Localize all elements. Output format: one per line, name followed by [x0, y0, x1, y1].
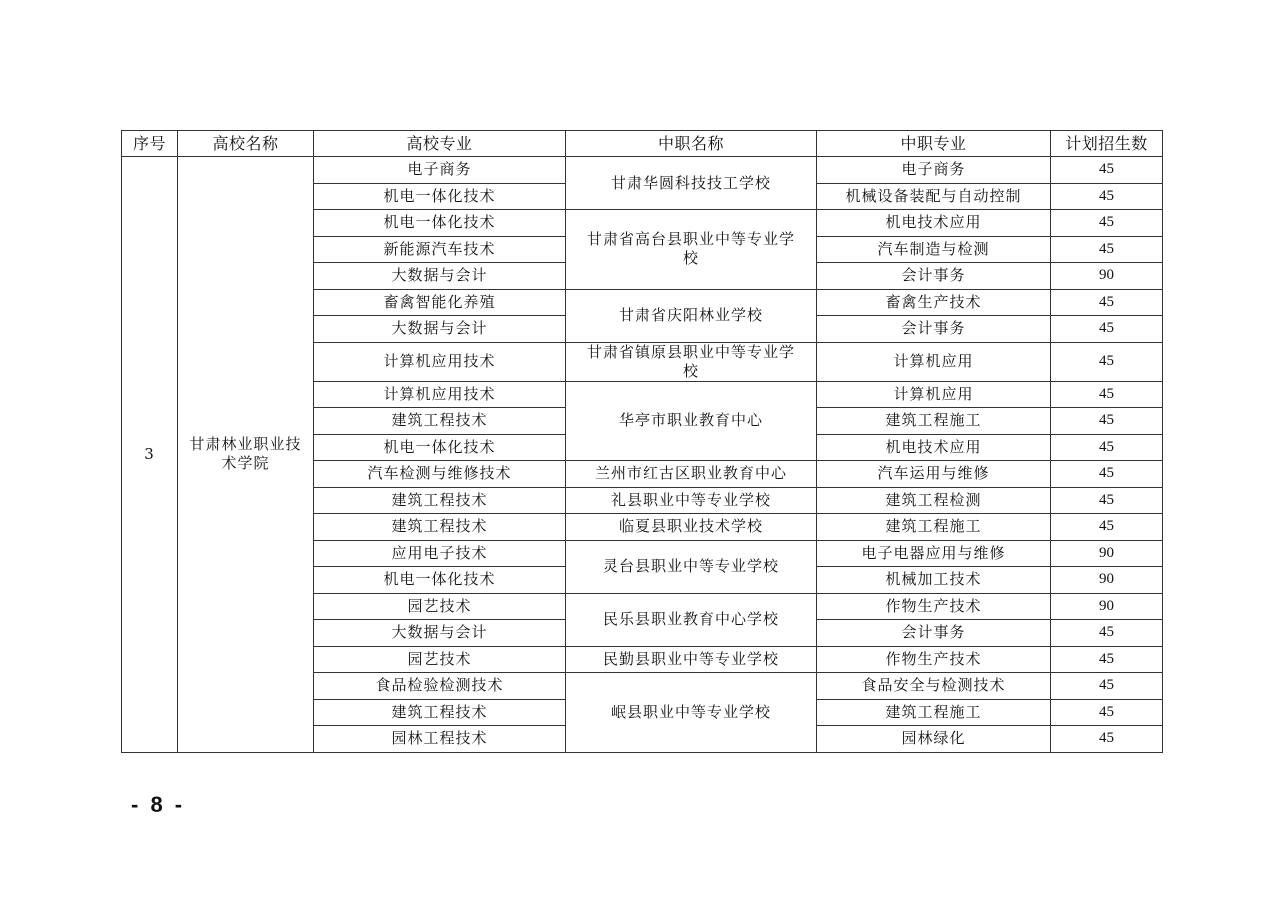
- serial-cell: 3: [122, 157, 178, 753]
- enrollment-plan-table: [121, 130, 1163, 753]
- planned-enrollment-cell: 45: [1051, 461, 1163, 488]
- vocational-major-cell: 计算机应用: [817, 381, 1051, 408]
- college-major-cell: 建筑工程技术: [314, 487, 566, 514]
- vocational-major-cell: 建筑工程施工: [817, 699, 1051, 726]
- planned-enrollment-cell: 45: [1051, 381, 1163, 408]
- vocational-school-cell: 灵台县职业中等专业学校: [566, 540, 817, 593]
- planned-enrollment-cell: 45: [1051, 434, 1163, 461]
- vocational-major-cell: 计算机应用: [817, 342, 1051, 381]
- vocational-school-cell: 民乐县职业教育中心学校: [566, 593, 817, 646]
- college-major-cell: 计算机应用技术: [314, 342, 566, 381]
- planned-enrollment-cell: 90: [1051, 593, 1163, 620]
- page-number: - 8 -: [131, 792, 186, 817]
- college-major-cell: 建筑工程技术: [314, 699, 566, 726]
- planned-enrollment-cell: 45: [1051, 183, 1163, 210]
- planned-enrollment-cell: 45: [1051, 210, 1163, 237]
- vocational-school-cell: 礼县职业中等专业学校: [566, 487, 817, 514]
- planned-enrollment-cell: 45: [1051, 699, 1163, 726]
- planned-enrollment-cell: 45: [1051, 487, 1163, 514]
- college-major-cell: 电子商务: [314, 157, 566, 184]
- vocational-major-cell: 机电技术应用: [817, 434, 1051, 461]
- vocational-major-cell: 建筑工程检测: [817, 487, 1051, 514]
- vocational-school-cell: 兰州市红古区职业教育中心: [566, 461, 817, 488]
- vocational-major-cell: 汽车运用与维修: [817, 461, 1051, 488]
- vocational-major-cell: 电子电器应用与维修: [817, 540, 1051, 567]
- planned-enrollment-cell: 45: [1051, 726, 1163, 753]
- vocational-major-cell: 会计事务: [817, 263, 1051, 290]
- header-vocational-school: 中职名称: [566, 131, 817, 157]
- vocational-major-cell: 建筑工程施工: [817, 408, 1051, 435]
- college-major-cell: 大数据与会计: [314, 620, 566, 647]
- planned-enrollment-cell: 45: [1051, 342, 1163, 381]
- planned-enrollment-cell: 45: [1051, 514, 1163, 541]
- header-planned-enrollment: 计划招生数: [1051, 131, 1163, 157]
- college-major-cell: 建筑工程技术: [314, 408, 566, 435]
- college-major-cell: 建筑工程技术: [314, 514, 566, 541]
- vocational-major-cell: 园林绿化: [817, 726, 1051, 753]
- college-major-cell: 计算机应用技术: [314, 381, 566, 408]
- college-major-cell: 大数据与会计: [314, 263, 566, 290]
- planned-enrollment-cell: 90: [1051, 567, 1163, 594]
- vocational-major-cell: 畜禽生产技术: [817, 289, 1051, 316]
- planned-enrollment-cell: 45: [1051, 673, 1163, 700]
- college-major-cell: 机电一体化技术: [314, 434, 566, 461]
- vocational-major-cell: 机电技术应用: [817, 210, 1051, 237]
- vocational-major-cell: 建筑工程施工: [817, 514, 1051, 541]
- vocational-school-cell: 华亭市职业教育中心: [566, 381, 817, 461]
- vocational-school-cell: 甘肃华圆科技技工学校: [566, 157, 817, 210]
- college-major-cell: 汽车检测与维修技术: [314, 461, 566, 488]
- college-major-cell: 园艺技术: [314, 646, 566, 673]
- table-body: [122, 157, 1163, 753]
- vocational-major-cell: 食品安全与检测技术: [817, 673, 1051, 700]
- planned-enrollment-cell: 90: [1051, 540, 1163, 567]
- table-row: [122, 157, 1163, 184]
- header-college-name: 高校名称: [178, 131, 314, 157]
- vocational-major-cell: 汽车制造与检测: [817, 236, 1051, 263]
- vocational-major-cell: 机械加工技术: [817, 567, 1051, 594]
- vocational-school-cell: 甘肃省高台县职业中等专业学校: [566, 210, 817, 290]
- vocational-school-cell: 临夏县职业技术学校: [566, 514, 817, 541]
- college-major-cell: 食品检验检测技术: [314, 673, 566, 700]
- college-major-cell: 机电一体化技术: [314, 567, 566, 594]
- vocational-major-cell: 机械设备装配与自动控制: [817, 183, 1051, 210]
- college-major-cell: 园艺技术: [314, 593, 566, 620]
- planned-enrollment-cell: 45: [1051, 408, 1163, 435]
- header-serial: 序号: [122, 131, 178, 157]
- planned-enrollment-cell: 45: [1051, 157, 1163, 184]
- planned-enrollment-cell: 45: [1051, 316, 1163, 343]
- vocational-major-cell: 会计事务: [817, 620, 1051, 647]
- planned-enrollment-cell: 45: [1051, 289, 1163, 316]
- planned-enrollment-cell: 45: [1051, 646, 1163, 673]
- college-major-cell: 畜禽智能化养殖: [314, 289, 566, 316]
- vocational-major-cell: 会计事务: [817, 316, 1051, 343]
- college-major-cell: 应用电子技术: [314, 540, 566, 567]
- header-vocational-major: 中职专业: [817, 131, 1051, 157]
- vocational-school-cell: 甘肃省庆阳林业学校: [566, 289, 817, 342]
- header-college-major: 高校专业: [314, 131, 566, 157]
- vocational-major-cell: 作物生产技术: [817, 646, 1051, 673]
- vocational-school-cell: 民勤县职业中等专业学校: [566, 646, 817, 673]
- college-major-cell: 大数据与会计: [314, 316, 566, 343]
- planned-enrollment-cell: 45: [1051, 620, 1163, 647]
- college-major-cell: 新能源汽车技术: [314, 236, 566, 263]
- college-major-cell: 机电一体化技术: [314, 210, 566, 237]
- planned-enrollment-cell: 45: [1051, 236, 1163, 263]
- college-major-cell: 机电一体化技术: [314, 183, 566, 210]
- college-major-cell: 园林工程技术: [314, 726, 566, 753]
- vocational-school-cell: 岷县职业中等专业学校: [566, 673, 817, 753]
- vocational-school-cell: 甘肃省镇原县职业中等专业学校: [566, 342, 817, 381]
- college-name-cell: 甘肃林业职业技术学院: [178, 157, 314, 753]
- vocational-major-cell: 电子商务: [817, 157, 1051, 184]
- vocational-major-cell: 作物生产技术: [817, 593, 1051, 620]
- table-header-row: [122, 131, 1163, 157]
- planned-enrollment-cell: 90: [1051, 263, 1163, 290]
